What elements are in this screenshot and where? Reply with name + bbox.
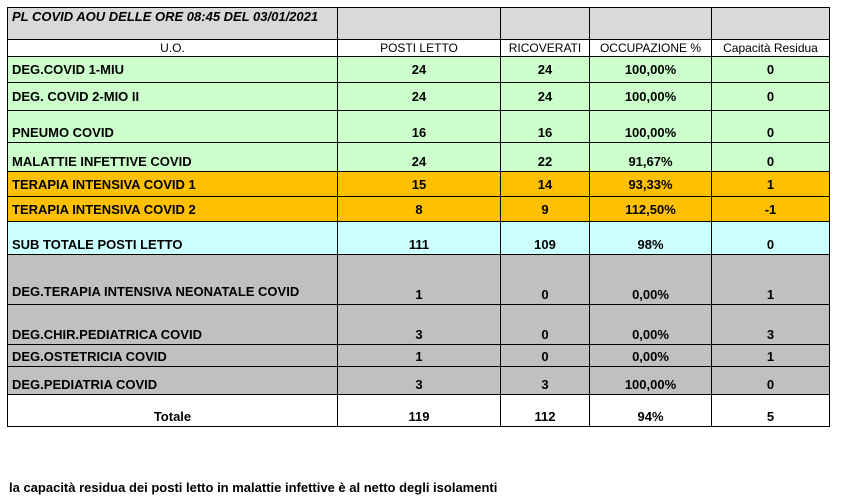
row-posti: 3 xyxy=(338,367,501,395)
row-posti: 24 xyxy=(338,143,501,172)
row-capacita: 0 xyxy=(712,222,830,255)
header-ricoverati: RICOVERATI xyxy=(501,40,590,57)
table-row xyxy=(8,197,830,222)
row-capacita: 1 xyxy=(712,172,830,197)
row-ricoverati: 24 xyxy=(501,57,590,83)
row-posti: 111 xyxy=(338,222,501,255)
row-unit-name: TERAPIA INTENSIVA COVID 2 xyxy=(8,197,338,222)
total-posti: 119 xyxy=(338,395,501,427)
header-capacita-residua: Capacità Residua xyxy=(712,40,830,57)
report-title: PL COVID AOU DELLE ORE 08:45 DEL 03/01/2021 xyxy=(8,8,338,40)
row-occupazione: 93,33% xyxy=(590,172,712,197)
row-unit-name: DEG.CHIR.PEDIATRICA COVID xyxy=(8,305,338,345)
row-capacita: 0 xyxy=(712,83,830,111)
row-unit-name: DEG.OSTETRICIA COVID xyxy=(8,345,338,367)
row-ricoverati: 109 xyxy=(501,222,590,255)
row-posti: 24 xyxy=(338,57,501,83)
total-ricoverati: 112 xyxy=(501,395,590,427)
row-capacita: 1 xyxy=(712,345,830,367)
row-unit-name: SUB TOTALE POSTI LETTO xyxy=(8,222,338,255)
row-occupazione: 112,50% xyxy=(590,197,712,222)
total-capacita: 5 xyxy=(712,395,830,427)
row-occupazione: 0,00% xyxy=(590,255,712,305)
row-ricoverati: 0 xyxy=(501,255,590,305)
row-ricoverati: 0 xyxy=(501,345,590,367)
row-unit-name: DEG.PEDIATRIA COVID xyxy=(8,367,338,395)
row-unit-name: DEG.TERAPIA INTENSIVA NEONATALE COVID xyxy=(8,255,338,305)
row-occupazione: 100,00% xyxy=(590,111,712,143)
footnote: la capacità residua dei posti letto in malattie infettive è al netto degli isolamenti xyxy=(9,480,498,495)
table-row xyxy=(8,255,830,305)
row-ricoverati: 14 xyxy=(501,172,590,197)
row-posti: 15 xyxy=(338,172,501,197)
table-row xyxy=(8,143,830,172)
row-posti: 16 xyxy=(338,111,501,143)
row-occupazione: 0,00% xyxy=(590,305,712,345)
table-row xyxy=(8,57,830,83)
title-fill-cell xyxy=(338,8,501,40)
title-row xyxy=(8,8,830,40)
row-capacita: 0 xyxy=(712,111,830,143)
table-row xyxy=(8,305,830,345)
row-capacita: 1 xyxy=(712,255,830,305)
row-unit-name: MALATTIE INFETTIVE COVID xyxy=(8,143,338,172)
header-occupazione: OCCUPAZIONE % xyxy=(590,40,712,57)
row-unit-name: TERAPIA INTENSIVA COVID 1 xyxy=(8,172,338,197)
row-ricoverati: 0 xyxy=(501,305,590,345)
row-posti: 1 xyxy=(338,255,501,305)
row-occupazione: 100,00% xyxy=(590,57,712,83)
title-fill-cell xyxy=(712,8,830,40)
row-capacita: 3 xyxy=(712,305,830,345)
total-label: Totale xyxy=(8,395,338,427)
header-uo: U.O. xyxy=(8,40,338,57)
row-unit-name: DEG.COVID 1-MIU xyxy=(8,57,338,83)
row-unit-name: DEG. COVID 2-MIO II xyxy=(8,83,338,111)
total-occupazione: 94% xyxy=(590,395,712,427)
row-occupazione: 100,00% xyxy=(590,83,712,111)
row-ricoverati: 16 xyxy=(501,111,590,143)
table-row xyxy=(8,83,830,111)
row-ricoverati: 22 xyxy=(501,143,590,172)
table-row xyxy=(8,367,830,395)
title-fill-cell xyxy=(501,8,590,40)
row-capacita: 0 xyxy=(712,143,830,172)
table-row xyxy=(8,111,830,143)
header-row xyxy=(8,40,830,57)
header-posti-letto: POSTI LETTO xyxy=(338,40,501,57)
row-ricoverati: 9 xyxy=(501,197,590,222)
row-occupazione: 98% xyxy=(590,222,712,255)
total-row xyxy=(8,395,830,427)
table-row xyxy=(8,172,830,197)
row-occupazione: 0,00% xyxy=(590,345,712,367)
table-row xyxy=(8,345,830,367)
row-occupazione: 100,00% xyxy=(590,367,712,395)
row-occupazione: 91,67% xyxy=(590,143,712,172)
title-fill-cell xyxy=(590,8,712,40)
row-ricoverati: 3 xyxy=(501,367,590,395)
row-unit-name: PNEUMO COVID xyxy=(8,111,338,143)
subtotal-row xyxy=(8,222,830,255)
row-posti: 3 xyxy=(338,305,501,345)
row-capacita: -1 xyxy=(712,197,830,222)
row-capacita: 0 xyxy=(712,57,830,83)
covid-beds-table xyxy=(7,7,830,427)
row-capacita: 0 xyxy=(712,367,830,395)
row-ricoverati: 24 xyxy=(501,83,590,111)
row-posti: 24 xyxy=(338,83,501,111)
row-posti: 8 xyxy=(338,197,501,222)
row-posti: 1 xyxy=(338,345,501,367)
